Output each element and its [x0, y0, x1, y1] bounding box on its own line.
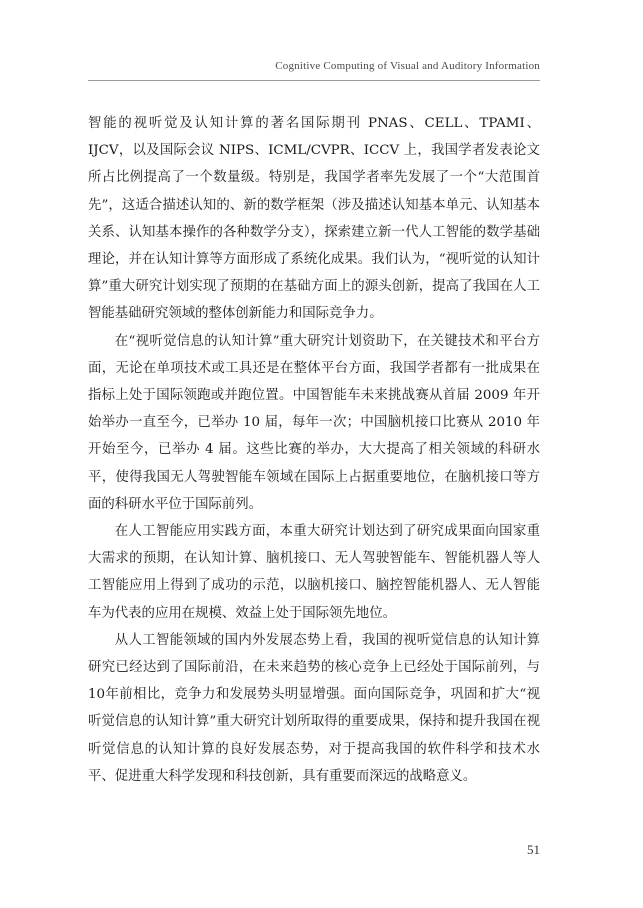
paragraph-3: 在人工智能应用实践方面，本重大研究计划达到了研究成果面向国家重大需求的预期，在认知计算、脑机接口、无人驾驶智能车、智能机器人等人工智能应用上得到了成功的示范，以脑机接口、脑控智能机器人、无人智能车为代表的应用在规模、效益上处于国际领先地位。 [88, 524, 540, 621]
paragraph-1: 智能的视听觉及认知计算的著名国际期刊 PNAS、CELL、TPAMI、IJCV，以及国际会议 NIPS、ICML/CVPR、ICCV 上，我国学者发表论文所占比例提高了一个数量级。特别是，我国学者率先发展了一个“大范围首先”，这适合描述认知的、新的数学框架（涉及描述认知基本单元、认知基本关系、认知基本操作的各种数学分支），探索建立新一代人工智能的数学基础理论，并在认知计算等方面形成了系统化成果。我们认为，“视听觉的认知计算”重大研究计划实现了预期的在基础方面上的源头创新，提高了我国在人工智能基础研究领域的整体创新能力和国际竞争力。 [88, 116, 540, 322]
paragraph-2: 在“视听觉信息的认知计算”重大研究计划资助下，在关键技术和平台方面，无论在单项技术或工具还是在整体平台方面，我国学者都有一批成果在指标上处于国际领跑或并跑位置。中国智能车未来挑战赛从首届 2009 年开始举办一直至今，已举办 10 届，每年一次；中国脑机接口比赛从 2010 年开始至今，已举办 4 届。这些比赛的举办，大大提高了相关领域的科研水平，使得我国无人驾驶智能车领域在国际上占据重要地位，在脑机接口等方面的科研水平位于国际前列。 [88, 333, 540, 512]
page-number: 51 [527, 842, 540, 857]
header-rule [88, 80, 540, 81]
paragraph-4: 从人工智能领域的国内外发展态势上看，我国的视听觉信息的认知计算研究已经达到了国际前沿，在未来趋势的核心竞争上已经处于国际前列，与10年前相比，竞争力和发展势头明显增强。面向国际竞争，巩固和扩大“视听觉信息的认知计算”重大研究计划所取得的重要成果，保持和提升我国在视听觉信息的认知计算的良好发展态势，对于提高我国的软件科学和技术水平、促进重大科学发现和科技创新，具有重要而深远的战略意义。 [88, 632, 540, 784]
body-text [88, 110, 540, 790]
running-header: Cognitive Computing of Visual and Auditory Information [275, 60, 540, 72]
